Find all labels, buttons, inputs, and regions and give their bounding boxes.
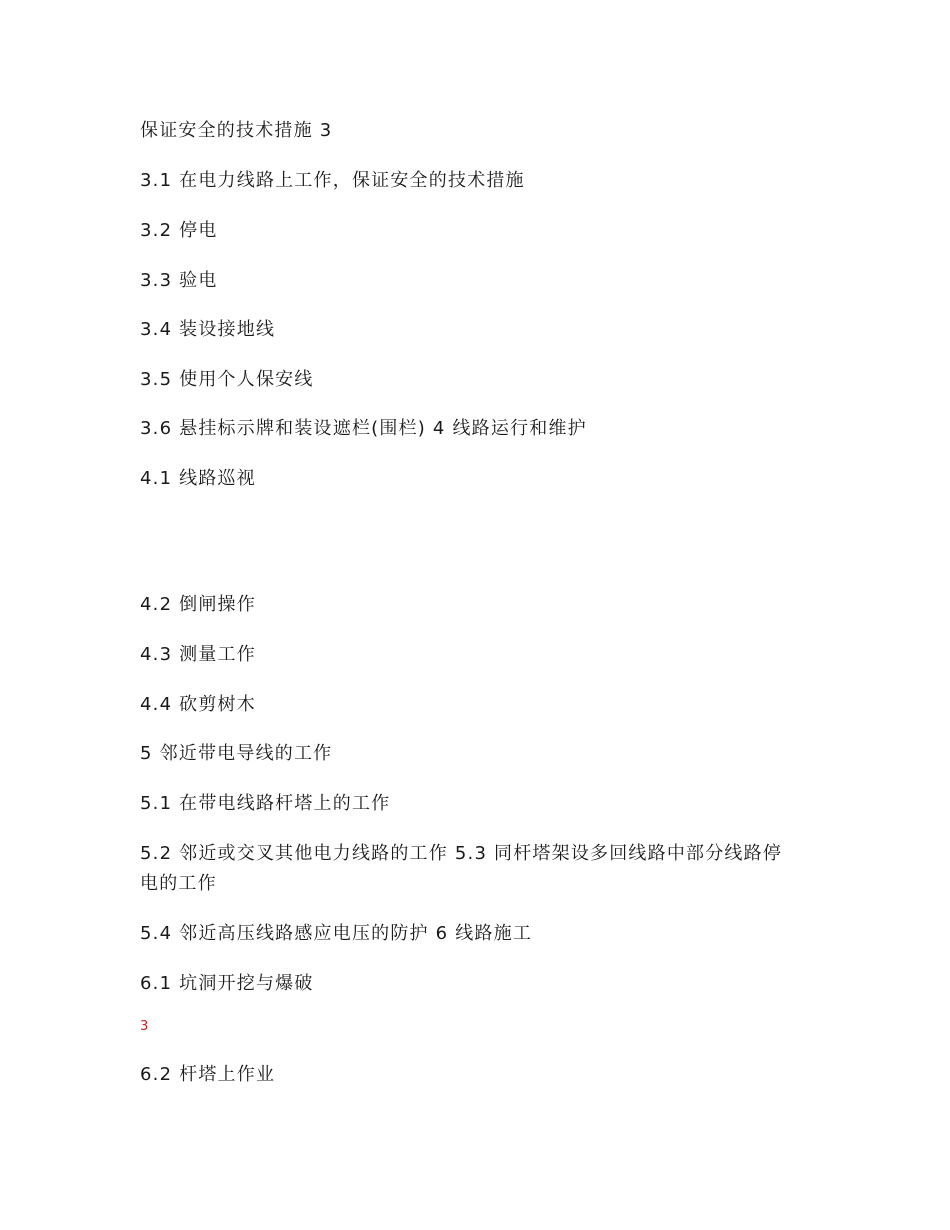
toc-line: 保证安全的技术措施 3 xyxy=(140,120,333,141)
toc-line: 4.2 倒闸操作 xyxy=(140,594,256,615)
toc-line: 5.1 在带电线路杆塔上的工作 xyxy=(140,793,391,814)
toc-line: 6.2 杆塔上作业 xyxy=(140,1064,276,1085)
toc-line: 4.4 砍剪树木 xyxy=(140,694,256,715)
toc-line: 6.1 坑洞开挖与爆破 xyxy=(140,973,314,994)
toc-line: 3.4 装设接地线 xyxy=(140,319,276,340)
toc-line: 4.1 线路巡视 xyxy=(140,468,256,489)
toc-line: 3.1 在电力线路上工作，保证安全的技术措施 xyxy=(140,170,525,191)
toc-line: 3.2 停电 xyxy=(140,220,218,241)
toc-line: 5 邻近带电导线的工作 xyxy=(140,743,333,764)
toc-line: 5.4 邻近高压线路感应电压的防护 6 线路施工 xyxy=(140,923,533,944)
page-number: 3 xyxy=(140,1019,149,1034)
toc-line: 4.3 测量工作 xyxy=(140,644,256,665)
toc-line: 3.6 悬挂标示牌和装设遮栏(围栏) 4 线路运行和维护 xyxy=(140,418,587,439)
toc-line: 3.3 验电 xyxy=(140,270,218,291)
toc-line: 3.5 使用个人保安线 xyxy=(140,369,314,390)
toc-line: 5.2 邻近或交叉其他电力线路的工作 5.3 同杆塔架设多回线路中部分线路停电的工作 xyxy=(140,843,783,894)
